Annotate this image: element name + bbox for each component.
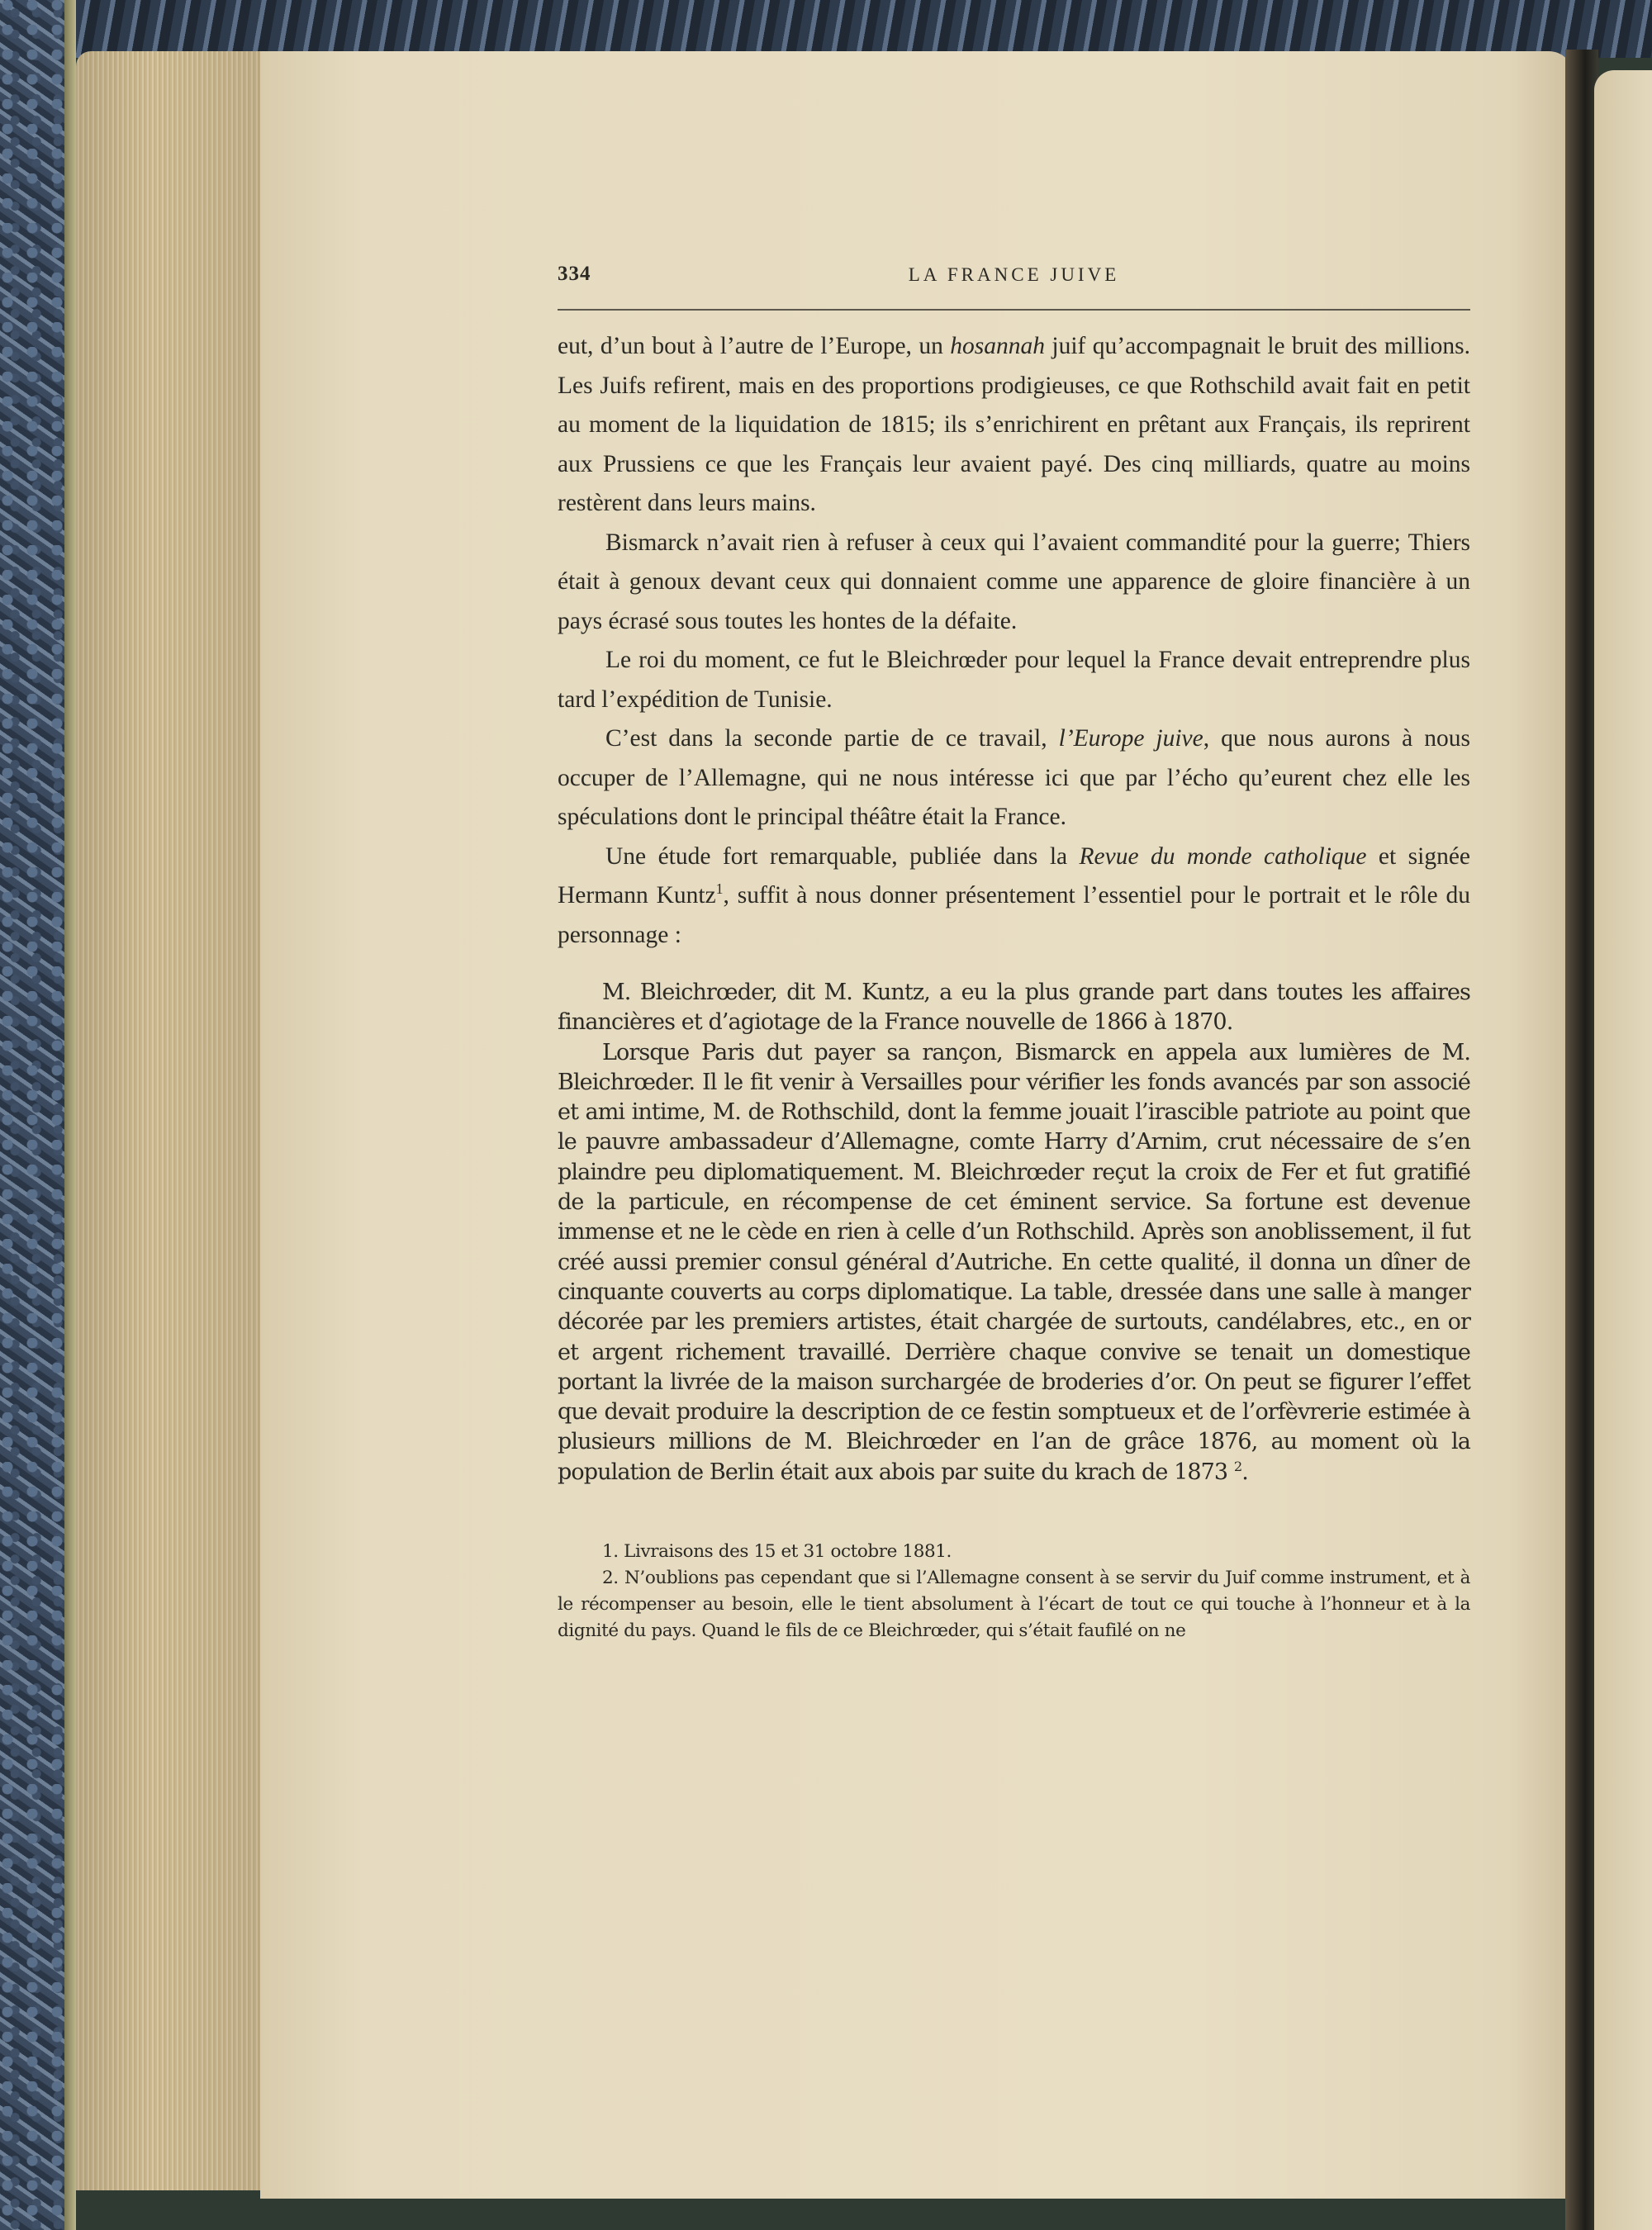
- paragraph-4: [558, 719, 1470, 837]
- footnote-1: 1. Livraisons des 15 et 31 octobre 1881.: [602, 1541, 952, 1563]
- header-rule: [558, 309, 1470, 311]
- paragraph-1: [558, 327, 1470, 524]
- book-cover-top: [0, 0, 1652, 58]
- footnote-ref-2: 2: [1233, 1458, 1242, 1474]
- page-number: 334: [558, 263, 591, 285]
- paragraph-5-text-a: Une étude fort remarquable, publiée dans la: [605, 842, 1080, 870]
- facing-page-edge: [1594, 70, 1652, 2230]
- page-content: [558, 263, 1470, 1644]
- footnote-2: 2. N’oublions pas cependant que si l’Allemagne consent à se servir du Juif comme instrument, et à le récompenser au besoin, elle le tient absolument à l’écart de tout ce qui touche à l’honneur et à la dignité du pays. Quand le fils de ce Bleichrœder, qui s’était faufilé on ne: [558, 1568, 1470, 1642]
- paragraph-5: [558, 837, 1470, 956]
- running-head: [558, 263, 1470, 296]
- paragraph-1-text-b: juif qu’accompagnait le bruit des millions. Les Juifs refirent, mais en des proportions prodigieuses, ce que Rothschild avait fait en petit au moment de la liquidation de 1815; ils s’enrichirent en prêtant aux Français, ils reprirent aux Prussiens ce que les Français leur avaient payé. Des cinq milliards, quatre au moins restèrent dans leurs mains.: [558, 333, 1471, 516]
- quote-paragraph-2-text: Lorsque Paris dut payer sa rançon, Bismarck en appela aux lumières de M. Bleichrœder. Il le fit venir à Versailles pour vérifier les fonds avancés par son associé et ami intime, M. de Rothschild, dont la femme jouait l’irascible patriote au point que le pauvre ambassadeur d’Allemagne, comte Harry d’Arnim, crut nécessaire de s’en plaindre peu diplomatiquement. M. Bleichrœder reçut la croix de Fer et fut gratifié de la particule, en récompense de cet éminent service. Sa fortune est devenue immense et ne le cède en rien à celle d’un Rothschild. Après son anoblissement, il fut créé aussi premier consul général d’Autriche. En cette qualité, il donna un dîner de cinquante couverts au corps diplomatique. La table, dressée dans une salle à manger décorée par les premiers artistes, était chargée de surtouts, candélabres, etc., en or et argent richement travaillé. Derrière chaque convive se tenait un domestique portant la livrée de la maison surchargée de broderies d’or. On peut se figurer l’effet que devait produire la description de ce festin somptueux et de l’orfèvrerie estimée à plusieurs millions de M. Bleichrœder en l’an de grâce 1876, au moment où la population de Berlin était aux abois par suite du krach de 1873: [558, 1039, 1470, 1485]
- paragraph-5-text-c: , suffit à nous donner présentement l’essentiel pour le portrait et le rôle du personnage :: [558, 882, 1470, 948]
- paragraph-2: Bismarck n’avait rien à refuser à ceux qui l’avaient commandité pour la guerre; Thiers était à genoux devant ceux qui donnaient comme une apparence de gloire financière à un pays écrasé sous toutes les hontes de la défaite.: [558, 529, 1470, 634]
- paragraph-5-text-b: et signée Hermann Kuntz: [558, 842, 1471, 909]
- footnote-ref-1: 1: [715, 880, 724, 898]
- paragraph-1-text-a: eut, d’un bout à l’autre de l’Europe, un: [558, 333, 951, 359]
- quote-paragraph-2: [558, 1038, 1470, 1487]
- paragraph-4-text-b: , que nous aurons à nous occuper de l’Allemagne, qui ne nous intéresse ici que par l’écho qu’eurent chez elle les spéculations dont le principal théâtre était la France.: [558, 725, 1470, 830]
- book-cover-marbled: [0, 0, 76, 2230]
- quote-paragraph-2-end: .: [1241, 1459, 1248, 1485]
- paragraph-4-italic: l’Europe juive: [1058, 725, 1203, 752]
- footnotes: [558, 1539, 1470, 1644]
- main-text: [558, 327, 1470, 955]
- book-gutter: [1565, 50, 1598, 2230]
- paragraph-4-text-a: C’est dans la seconde partie de ce travail,: [605, 725, 1059, 752]
- running-title: LA FRANCE JUIVE: [908, 264, 1120, 285]
- paragraph-3: Le roi du moment, ce fut le Bleichrœder pour lequel la France devait entreprendre plus tard l’expédition de Tunisie.: [558, 647, 1470, 713]
- quote-paragraph-1: M. Bleichrœder, dit M. Kuntz, a eu la plus grande part dans toutes les affaires financières et d’agiotage de la France nouvelle de 1866 à 1870.: [558, 980, 1470, 1036]
- page-edges: [76, 51, 266, 2190]
- block-quote: [558, 978, 1470, 1487]
- cover-edge: [64, 0, 76, 2230]
- paragraph-5-italic: Revue du monde catholique: [1079, 842, 1367, 870]
- paragraph-1-italic: hosannah: [950, 333, 1045, 359]
